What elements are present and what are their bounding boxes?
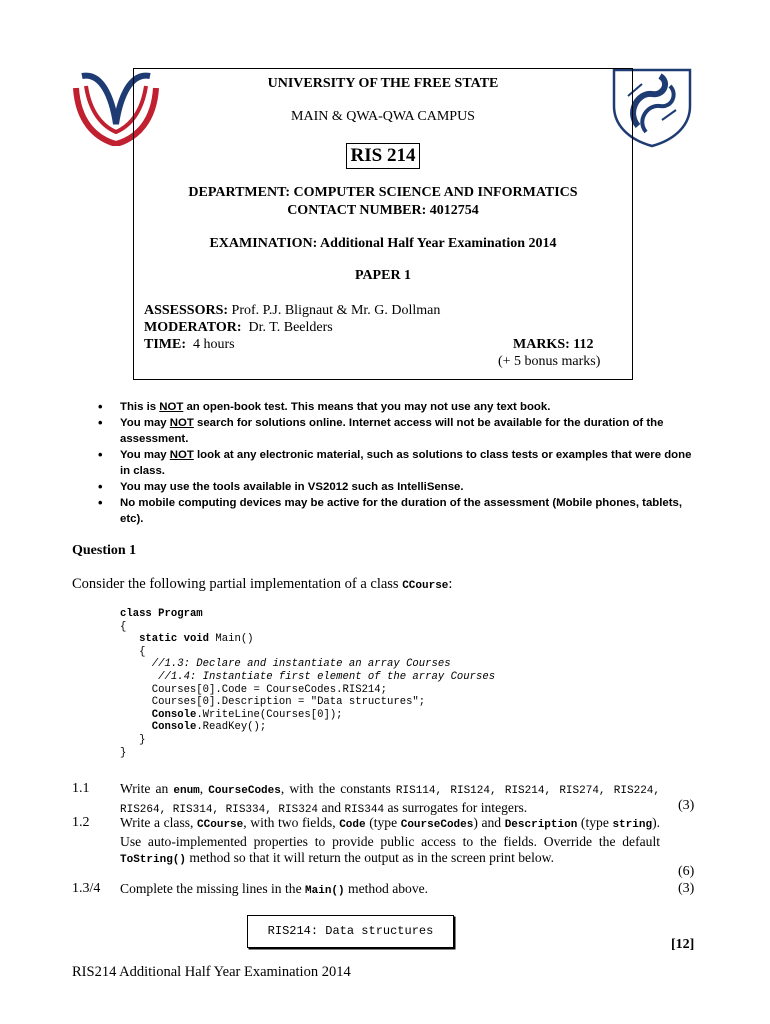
- examination-title: EXAMINATION: Additional Half Year Examination 2014: [209, 236, 557, 251]
- code-line: //1.3: Declare and instantiate an array Courses: [120, 658, 451, 671]
- item-1-1-marks: (3): [678, 798, 695, 813]
- code-line: {: [120, 620, 127, 633]
- code-line: }: [120, 733, 146, 746]
- question-heading: Question 1: [72, 543, 137, 558]
- campus-name: MAIN & QWA-QWA CAMPUS: [291, 109, 475, 124]
- assessors-line: [144, 303, 440, 319]
- item-1-2-number: 1.2: [72, 815, 90, 830]
- item-1-3-text: Complete the missing lines in the Main() method above.: [120, 881, 429, 897]
- intro-end: :: [448, 576, 453, 592]
- item-1-2-marks: (6): [678, 864, 695, 879]
- code-line: class Program: [120, 608, 203, 620]
- code-line: }: [120, 746, 127, 759]
- item-1-2-text: Write a class, CCourse, with two fields, Code (type CourseCodes) and Description (type string). Use auto-implemented properties to provide public access to the fields. Override the default ToString() method so that it will return the output as in the screen print below.: [120, 815, 660, 867]
- rule-item: • No mobile computing devices may be active for the duration of the assessment (Mobile phones, tablets, etc).: [92, 495, 702, 527]
- code-line: static void Main(): [139, 633, 254, 646]
- contact-number: CONTACT NUMBER: 4012754: [287, 203, 479, 218]
- time-line: [144, 337, 235, 353]
- item-1-3-marks: (3): [678, 881, 695, 896]
- course-code: RIS 214: [346, 143, 420, 169]
- exam-rules-list: [92, 399, 702, 527]
- code-line: //1.4: Instantiate first element of the array Courses: [120, 670, 496, 683]
- item-1-1-text: Write an enum, CourseCodes, with the constants RIS114, RIS124, RIS214, RIS274, RIS224, RIS264, RIS314, RIS334, RIS324 and RIS344 as surrogates for integers.: [120, 781, 661, 816]
- intro-class-name: CCourse: [402, 580, 449, 592]
- bonus-marks: (+ 5 bonus marks): [498, 354, 601, 369]
- paper-number: PAPER 1: [354, 268, 412, 283]
- intro-text: Consider the following partial implementation of a class: [72, 576, 403, 592]
- department: DEPARTMENT: COMPUTER SCIENCE AND INFORMATICS: [188, 185, 578, 200]
- total-marks-header: MARKS: 112: [513, 337, 594, 352]
- question-total-marks: [12]: [671, 937, 695, 952]
- moderator-line: [144, 320, 333, 336]
- university-name: UNIVERSITY OF THE FREE STATE: [267, 76, 499, 91]
- code-line: Courses[0].Code = CourseCodes.RIS214;: [120, 683, 388, 696]
- item-1-3-number: 1.3/4: [72, 881, 101, 896]
- item-1-1-number: 1.1: [72, 781, 90, 796]
- expected-output-box: RIS214: Data structures: [247, 915, 454, 948]
- code-line: Courses[0].Description = "Data structures";: [120, 696, 426, 709]
- code-line: Console.ReadKey();: [151, 721, 267, 734]
- rule-item: • You may NOT look at any electronic material, such as solutions to class tests or examples that were done in class.: [92, 447, 702, 479]
- time-label: TIME:: [144, 337, 186, 352]
- assessors-value: Prof. P.J. Blignaut & Mr. G. Dollman: [228, 303, 441, 318]
- rule-item: • This is NOT an open-book test. This means that you may not use any text book.: [92, 399, 702, 415]
- rule-item: • You may NOT search for solutions online. Internet access will not be available for the duration of the assessment.: [92, 415, 702, 447]
- rule-item: • You may use the tools available in VS2012 such as IntelliSense.: [92, 479, 702, 495]
- code-line: Console.WriteLine(Courses[0]);: [151, 708, 343, 721]
- code-listing: [120, 608, 495, 759]
- moderator-value: Dr. T. Beelders: [241, 320, 333, 335]
- exam-header-box: [133, 68, 633, 380]
- assessors-label: ASSESSORS:: [144, 303, 229, 318]
- page-footer: RIS214 Additional Half Year Examination 2014: [72, 964, 351, 980]
- time-value: 4 hours: [186, 337, 235, 352]
- code-line: {: [120, 645, 146, 658]
- moderator-label: MODERATOR:: [144, 320, 242, 335]
- question-intro: [72, 576, 452, 593]
